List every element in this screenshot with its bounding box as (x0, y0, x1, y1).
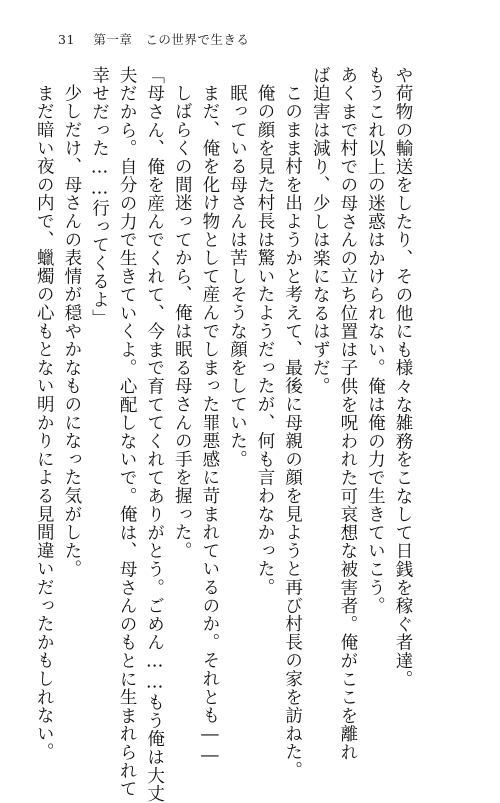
text-line: まだ、俺を化け物として産んでしまった罪悪感に苛まれているのか。それとも―― (199, 83, 220, 766)
text-line: 幸せだった……行ってくるよ」 (89, 66, 110, 328)
text-line: このまま村を出ようかと考えて、最後に母親の顔を見ようと再び村長の家を訪ねた。 (282, 83, 303, 779)
text-line: しばらくの間迷ってから、俺は眠る母さんの手を握った。 (172, 83, 193, 560)
chapter-title: 第一章 この世界で生きる (93, 32, 250, 47)
text-line: 「母さん、俺を産んでくれて、今まで育ててくれてありがとう。ごめん……もう俺は大丈 (144, 66, 165, 803)
page-number: 31 (58, 32, 75, 47)
text-line: 俺の顔を見た村長は驚いたようだったが、何も言わなかった。 (255, 83, 276, 596)
text-line: 少しだけ、母さんの表情が穏やかなものになった気がした。 (61, 83, 82, 578)
text-line: 夫だから。自分の力で生きていくよ。心配しないで。俺は、母さんのもとに生まれられて (117, 66, 138, 798)
text-line: まだ暗い夜の内で、蠟燭の心もとない明かりによる見間違いだったかもしれない。 (34, 83, 55, 761)
running-header (58, 30, 249, 48)
body-text (0, 66, 416, 803)
text-line (2, 66, 30, 676)
text-line: ば迫害は減り、少しは楽になるはずだ。 (310, 66, 331, 396)
text-line: 眠っている母さんは苦しそうな顔をしていた。 (227, 83, 248, 468)
text-line (0, 66, 2, 676)
text-line: もうこれ以上の迷惑はかけられない。俺は俺の力で生きていこう。 (365, 66, 386, 615)
text-line: や荷物の輸送をしたり、その他にも様々な雑務をこなして日銭を稼ぐ者達。 (393, 66, 413, 689)
text-line: あくまで村での母さんの立ち位置は子供を呪われた可哀想な被害者。俺がここを離れ (337, 66, 358, 762)
